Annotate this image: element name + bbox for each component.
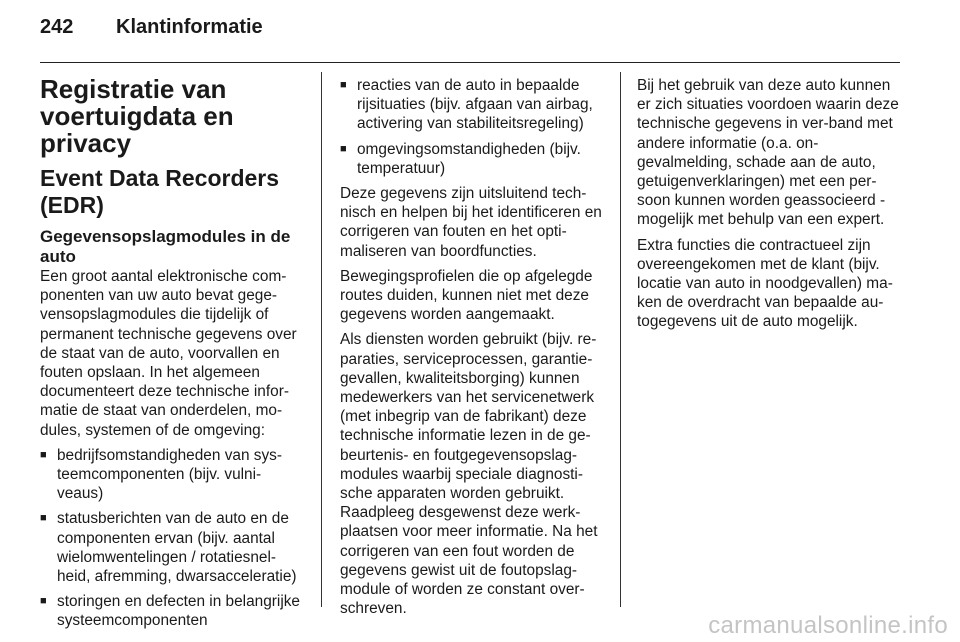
section-heading: Event Data Recorders (EDR)	[40, 165, 280, 218]
bullet-square-icon: ■	[340, 142, 347, 155]
paragraph: Als diensten worden gebruikt (bijv. re-paraties, serviceprocessen, garantie-gevallen, kwaliteitsborging) kunnen medewerkers van het servicenetwerk (met inbegrip van de fabrikant) deze technische informatie lezen in de ge-beurtenis- en foutgegevensopslag-modules waarbij speciale diagnosti-sche apparaten worden gebruikt. Raadpleeg desgewenst deze werk-plaatsen voor meer informatie. Na het corrigeren van een fout worden de gegevens gewist uit de foutopslag-module of worden ze constant over-schreven.	[340, 331, 598, 618]
list-item: ■ statusberichten van de auto en de componenten ervan (bijv. aantal wielomwentelingen / rotatiesnel-heid, afremming, dwarsacceleratie)	[40, 510, 297, 586]
column-3	[637, 76, 905, 338]
column-divider	[620, 72, 621, 607]
page-title: Registratie van voertuigdata en privacy	[40, 74, 234, 158]
column-divider	[321, 72, 322, 607]
paragraph: Extra functies die contractueel zijn overeengekomen met de klant (bijv. locatie van auto in noodgevallen) ma-ken de overdracht van bepaalde au-togegevens uit de auto mogelijk.	[637, 236, 893, 331]
bullet-square-icon: ■	[40, 595, 47, 608]
intro-paragraph: Een groot aantal elektronische com-ponenten van uw auto bevat gege-vensopslagmodules die tijdelijk of permanent technische gegevens over de staat van de auto, voorvallen en fouten opslaan. In het algemeen documenteert deze technische infor-matie de staat van onderdelen, mo-dules, systemen of de omgeving:	[40, 268, 297, 439]
list-item: ■ bedrijfsomstandigheden van sys-teemcomponenten (bijv. vulni-veaus)	[40, 446, 282, 503]
column-2	[340, 76, 606, 624]
watermark: carmanualsonline.info	[708, 612, 948, 639]
list-item: ■ omgevingsomstandigheden (bijv. temperatuur)	[340, 140, 581, 177]
paragraph: Bij het gebruik van deze auto kunnen er zich situaties voordoen waarin deze technische gegevens in ver-band met andere informatie (o.a. on-gevalmelding, schade aan de auto, getuigenverklaringen) met een per-soon kunnen worden geassocieerd - mogelijk met behulp van een expert.	[637, 77, 899, 229]
list-item: ■ reacties van de auto in bepaalde rijsituaties (bijv. afgaan van airbag, activering van stabiliteitsregeling)	[340, 77, 593, 133]
section-title: Klantinformatie	[116, 16, 263, 38]
column-1	[40, 76, 304, 637]
header-rule	[40, 62, 900, 63]
bullet-square-icon: ■	[40, 448, 47, 461]
paragraph: Deze gegevens zijn uitsluitend tech-nisch en helpen bij het identificeren en corrigeren van fouten en het opti-maliseren van boordfuncties.	[340, 185, 602, 260]
bullet-square-icon: ■	[40, 512, 47, 525]
paragraph: Bewegingsprofielen die op afgelegde routes duiden, kunnen niet met deze gegevens worden aangemaakt.	[340, 267, 593, 324]
subsection-heading: Gegevensopslagmodules in de auto	[40, 227, 291, 266]
list-item: ■ storingen en defecten in belangrijke systeemcomponenten	[40, 593, 300, 630]
page-header	[40, 16, 900, 46]
bullet-square-icon: ■	[340, 79, 347, 91]
page-number: 242	[40, 16, 74, 38]
